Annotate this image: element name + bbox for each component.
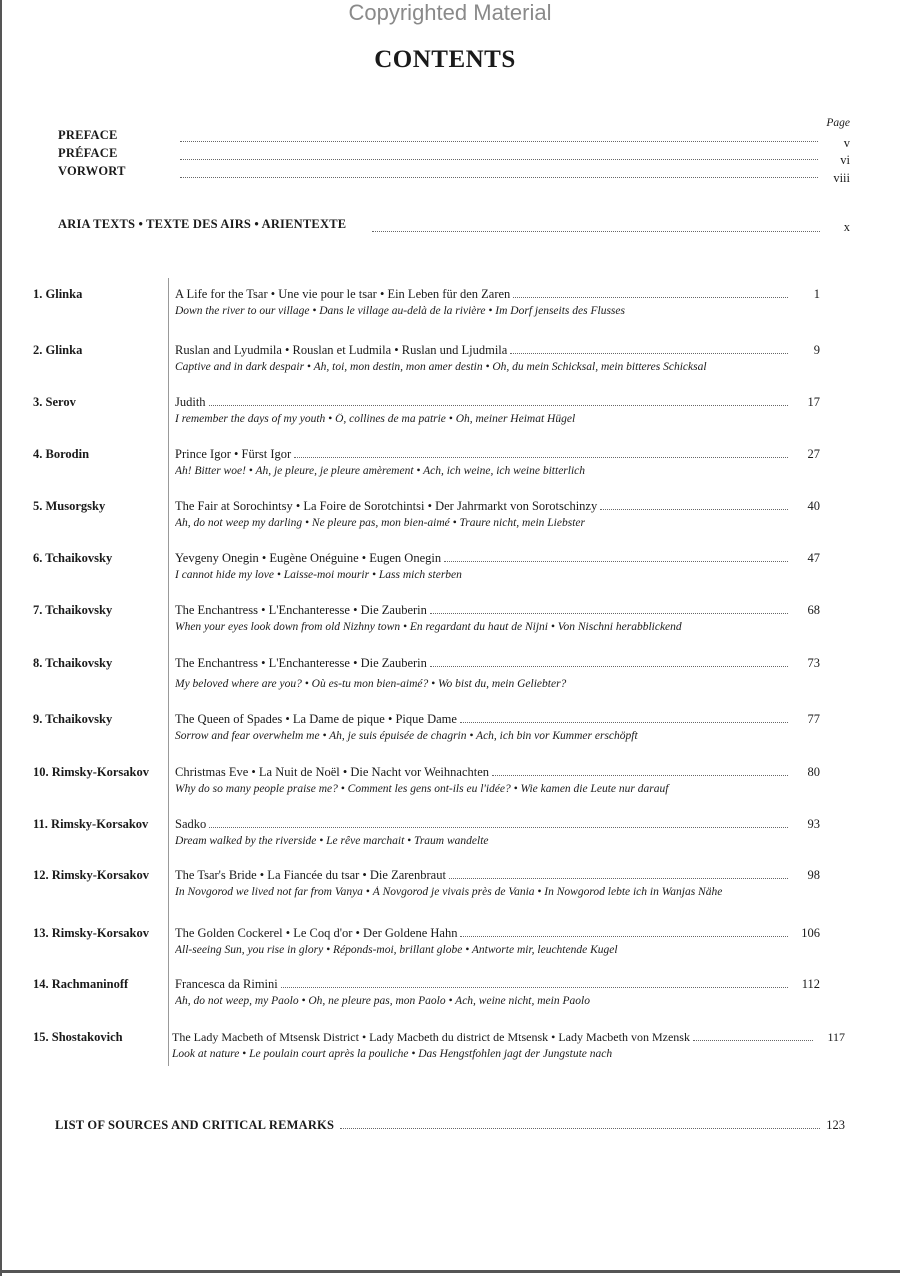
toc-entry [0, 765, 900, 811]
toc-entry [0, 712, 900, 758]
toc-entry [0, 551, 900, 597]
front-matter-vorwort: VORWORT [58, 164, 126, 178]
entry-composer: 14. Rachmaninoff [33, 977, 129, 991]
leader-dots [209, 827, 788, 828]
leader-dots [340, 1128, 820, 1129]
entry-composer: 3. Serov [33, 395, 76, 409]
entry-title-line [175, 603, 820, 618]
page-edge-bottom [0, 1270, 900, 1273]
entry-page: 93 [807, 817, 820, 831]
entry-aria: In Novgorod we lived not far from Vanya • À Novgorod je vivais près de Vania • In Nowgorod lebte ich in Wanjas Nähe [175, 886, 723, 898]
entry-title-line [175, 447, 820, 462]
entry-composer: 7. Tchaikovsky [33, 603, 113, 617]
toc-entry [0, 343, 900, 389]
entry-aria: My beloved where are you? • Où es-tu mon bien-aimé? • Wo bist du, mein Geliebter? [175, 678, 567, 690]
leader-dots [180, 177, 818, 178]
entry-page: 80 [807, 765, 820, 779]
entry-aria: Ah, do not weep, my Paolo • Oh, ne pleure pas, mon Paolo • Ach, weine nicht, mein Paolo [175, 995, 590, 1007]
entry-composer: 11. Rimsky-Korsakov [33, 817, 149, 831]
toc-entry [0, 868, 900, 914]
entry-aria: Captive and in dark despair • Ah, toi, mon destin, mon amer destin • Oh, du mein Schicksal, mein bitteres Schicksal [175, 361, 707, 373]
entry-aria: Dream walked by the riverside • Le rêve marchait • Traum wandelte [175, 835, 489, 847]
leader-dots [372, 231, 820, 232]
front-matter-vorwort-page: viii [833, 171, 850, 185]
toc-entry [0, 603, 900, 649]
entry-page: 1 [813, 287, 820, 301]
entry-page: 98 [807, 868, 820, 882]
leader-dots [180, 141, 818, 142]
entry-composer: 12. Rimsky-Korsakov [33, 868, 149, 882]
entry-title-line [175, 817, 820, 832]
entry-composer: 1. Glinka [33, 287, 83, 301]
entry-page: 9 [813, 343, 820, 357]
leader-dots [444, 561, 788, 562]
entry-title-line [175, 343, 820, 358]
leader-dots [693, 1040, 813, 1041]
entry-page: 112 [801, 977, 820, 991]
aria-texts-label: ARIA TEXTS • TEXTE DES AIRS • ARIENTEXTE [58, 217, 347, 231]
toc-entry [0, 447, 900, 493]
entry-composer: 8. Tchaikovsky [33, 656, 113, 670]
entry-page: 47 [807, 551, 820, 565]
front-matter-preface-fr-page: vi [840, 153, 850, 167]
entry-title: The Golden Cockerel • Le Coq d'or • Der Goldene Hahn [175, 926, 458, 940]
toc-entry [0, 817, 900, 863]
toc-entry [0, 1030, 900, 1076]
entry-title-line [175, 551, 820, 566]
aria-texts-page: x [843, 220, 850, 234]
entry-aria: Look at nature • Le poulain court après la pouliche • Das Hengstfohlen jagt der Jungstute nach [172, 1048, 613, 1060]
leader-dots [513, 297, 788, 298]
entry-composer: 2. Glinka [33, 343, 83, 357]
entry-title-line [175, 395, 820, 410]
entry-aria: I remember the days of my youth • Ô, collines de ma patrie • Oh, meiner Heimat Hügel [175, 413, 576, 425]
entry-title: Yevgeny Onegin • Eugène Onéguine • Eugen Onegin [175, 551, 442, 565]
entry-composer: 15. Shostakovich [33, 1030, 123, 1044]
leader-dots [600, 509, 788, 510]
entry-title: Sadko [175, 817, 207, 831]
leader-dots [209, 405, 788, 406]
entry-page: 27 [807, 447, 820, 461]
entry-composer: 4. Borodin [33, 447, 90, 461]
entry-page: 106 [801, 926, 820, 940]
front-matter-preface-page: v [843, 136, 850, 150]
entry-aria: All-seeing Sun, you rise in glory • Réponds-moi, brillant globe • Antworte mir, leuchtende Kugel [175, 944, 618, 956]
entry-aria: When your eyes look down from old Nizhny town • En regardant du haut de Nijni • Von Nischni herabblickend [175, 621, 682, 633]
entry-aria: Ah! Bitter woe! • Ah, je pleure, je pleure amèrement • Ach, ich weine, ich weine bitterlich [175, 465, 586, 477]
entry-page: 17 [807, 395, 820, 409]
entry-composer: 6. Tchaikovsky [33, 551, 113, 565]
toc-entry [0, 926, 900, 972]
leader-dots [281, 987, 788, 988]
entry-aria: Why do so many people praise me? • Comment les gens ont-ils eu l'idée? • Wie kamen die Leute nur darauf [175, 783, 669, 795]
entry-title-line [175, 868, 820, 883]
entry-title: Ruslan and Lyudmila • Rouslan et Ludmila • Ruslan und Ljudmila [175, 343, 508, 357]
toc-entry [0, 977, 900, 1023]
entry-aria: Sorrow and fear overwhelm me • Ah, je suis épuisée de chagrin • Ach, ich bin vor Kummer erschöpft [175, 730, 638, 742]
leader-dots [430, 613, 788, 614]
leader-dots [430, 666, 788, 667]
page-column-heading: Page [826, 117, 850, 129]
entry-title-line [175, 287, 820, 302]
entry-title-line [175, 926, 820, 941]
leader-dots [294, 457, 788, 458]
entry-title-line [175, 712, 820, 727]
entry-title: Christmas Eve • La Nuit de Noël • Die Nacht vor Weihnachten [175, 765, 490, 779]
leader-dots [492, 775, 788, 776]
entry-composer: 13. Rimsky-Korsakov [33, 926, 149, 940]
entry-title: A Life for the Tsar • Une vie pour le tsar • Ein Leben für den Zaren [175, 287, 511, 301]
toc-entry [0, 287, 900, 333]
leader-dots [449, 878, 788, 879]
entry-title-line [172, 1030, 845, 1045]
leader-dots [510, 353, 788, 354]
leader-dots [180, 159, 818, 160]
entry-title-line [175, 656, 820, 671]
copyright-watermark: Copyrighted Material [348, 0, 552, 25]
entry-title: Judith [175, 395, 206, 409]
entry-title: Francesca da Rimini [175, 977, 278, 991]
sources-label: LIST OF SOURCES AND CRITICAL REMARKS [55, 1118, 335, 1132]
entry-title: The Fair at Sorochintsy • La Foire de Sorotchintsi • Der Jahrmarkt von Sorotschinzy [175, 499, 598, 513]
entry-title: The Tsar's Bride • La Fiancée du tsar • Die Zarenbraut [175, 868, 446, 882]
front-matter-preface: PREFACE [58, 128, 118, 142]
toc-entry [0, 395, 900, 441]
sources-page: 123 [826, 1118, 845, 1132]
leader-dots [460, 722, 788, 723]
entry-composer: 5. Musorgsky [33, 499, 106, 513]
front-matter-preface-fr: PRÉFACE [58, 146, 118, 160]
entry-page: 68 [807, 603, 820, 617]
toc-entry [0, 656, 900, 702]
toc-entry [0, 499, 900, 545]
entry-page: 73 [807, 656, 820, 670]
entry-title: The Queen of Spades • La Dame de pique • Pique Dame [175, 712, 457, 726]
entry-aria: Down the river to our village • Dans le village au-delà de la rivière • Im Dorf jenseits des Flusses [175, 305, 625, 317]
entry-aria: I cannot hide my love • Laisse-moi mourir • Lass mich sterben [175, 569, 462, 581]
entry-composer: 10. Rimsky-Korsakov [33, 765, 149, 779]
entry-title-line [175, 977, 820, 992]
entry-title-line [175, 765, 820, 780]
leader-dots [460, 936, 788, 937]
entry-aria: Ah, do not weep my darling • Ne pleure pas, mon bien-aimé • Traure nicht, mein Liebster [175, 517, 585, 529]
page-title: CONTENTS [374, 46, 516, 73]
entry-page: 117 [827, 1030, 845, 1044]
entry-title-line [175, 499, 820, 514]
entry-title: The Lady Macbeth of Mtsensk District • Lady Macbeth du district de Mtsensk • Lady Macbeth von Mzensk [172, 1030, 690, 1044]
entry-page: 40 [807, 499, 820, 513]
entry-title: The Enchantress • L'Enchanteresse • Die Zauberin [175, 603, 427, 617]
entry-title: Prince Igor • Fürst Igor [175, 447, 292, 461]
entry-page: 77 [807, 712, 820, 726]
entry-composer: 9. Tchaikovsky [33, 712, 113, 726]
sources-row [55, 1118, 845, 1133]
entry-title: The Enchantress • L'Enchanteresse • Die Zauberin [175, 656, 427, 670]
